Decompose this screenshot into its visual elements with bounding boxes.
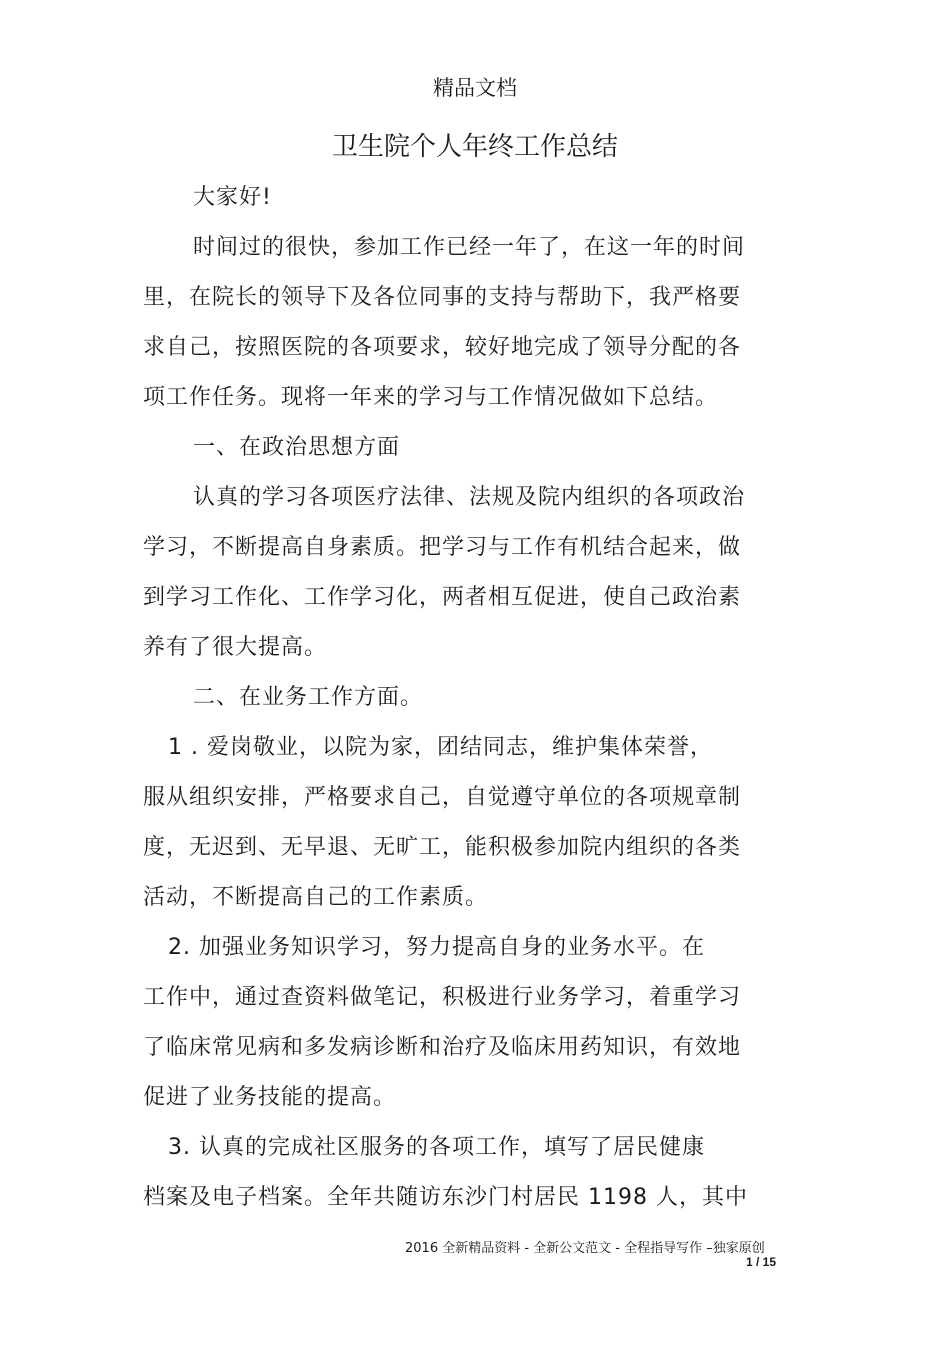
footer-text: 2016 全新精品资料 - 全新公文范文 - 全程指导写作 –独家原创 xyxy=(405,1241,765,1256)
body-line: 学习，不断提高自身素质。把学习与工作有机结合起来，做 xyxy=(143,535,742,560)
body-line: 服从组织安排，严格要求自己，自觉遵守单位的各项规章制 xyxy=(143,785,742,810)
list-item-line: 3. 认真的完成社区服务的各项工作，填写了居民健康 xyxy=(168,1135,705,1160)
document-title: 卫生院个人年终工作总结 xyxy=(331,132,618,162)
body-line: 了临床常见病和多发病诊断和治疗及临床用药知识，有效地 xyxy=(143,1035,742,1060)
body-line: 养有了很大提高。 xyxy=(143,635,328,660)
body-line: 度，无迟到、无早退、无旷工，能积极参加院内组织的各类 xyxy=(143,835,742,860)
body-line: 活动，不断提高自己的工作素质。 xyxy=(143,885,489,910)
body-line: 求自己，按照医院的各项要求，较好地完成了领导分配的各 xyxy=(143,335,742,360)
body-line: 档案及电子档案。全年共随访东沙门村居民 1198 人，其中 xyxy=(143,1185,748,1210)
body-line: 时间过的很快，参加工作已经一年了，在这一年的时间 xyxy=(193,235,746,260)
body-line: 大家好! xyxy=(193,185,272,210)
body-line: 项工作任务。现将一年来的学习与工作情况做如下总结。 xyxy=(143,385,719,410)
page-number: 1 / 15 xyxy=(746,1255,777,1269)
body-line: 促进了业务技能的提高。 xyxy=(143,1085,397,1110)
body-line: 里，在院长的领导下及各位同事的支持与帮助下，我严格要 xyxy=(143,285,742,310)
list-item-line: 2. 加强业务知识学习，努力提高自身的业务水平。在 xyxy=(168,935,705,960)
list-item-line: 1 . 爱岗敬业，以院为家，团结同志，维护集体荣誉， xyxy=(168,735,713,760)
body-line: 到学习工作化、工作学习化，两者相互促进，使自己政治素 xyxy=(143,585,742,610)
body-line: 工作中，通过查资料做笔记，积极进行业务学习，着重学习 xyxy=(143,985,742,1010)
section-heading: 二、在业务工作方面。 xyxy=(193,685,424,710)
section-heading: 一、在政治思想方面 xyxy=(193,435,401,460)
body-line: 认真的学习各项医疗法律、法规及院内组织的各项政治 xyxy=(193,485,746,510)
page-header: 精品文档 xyxy=(433,76,517,100)
